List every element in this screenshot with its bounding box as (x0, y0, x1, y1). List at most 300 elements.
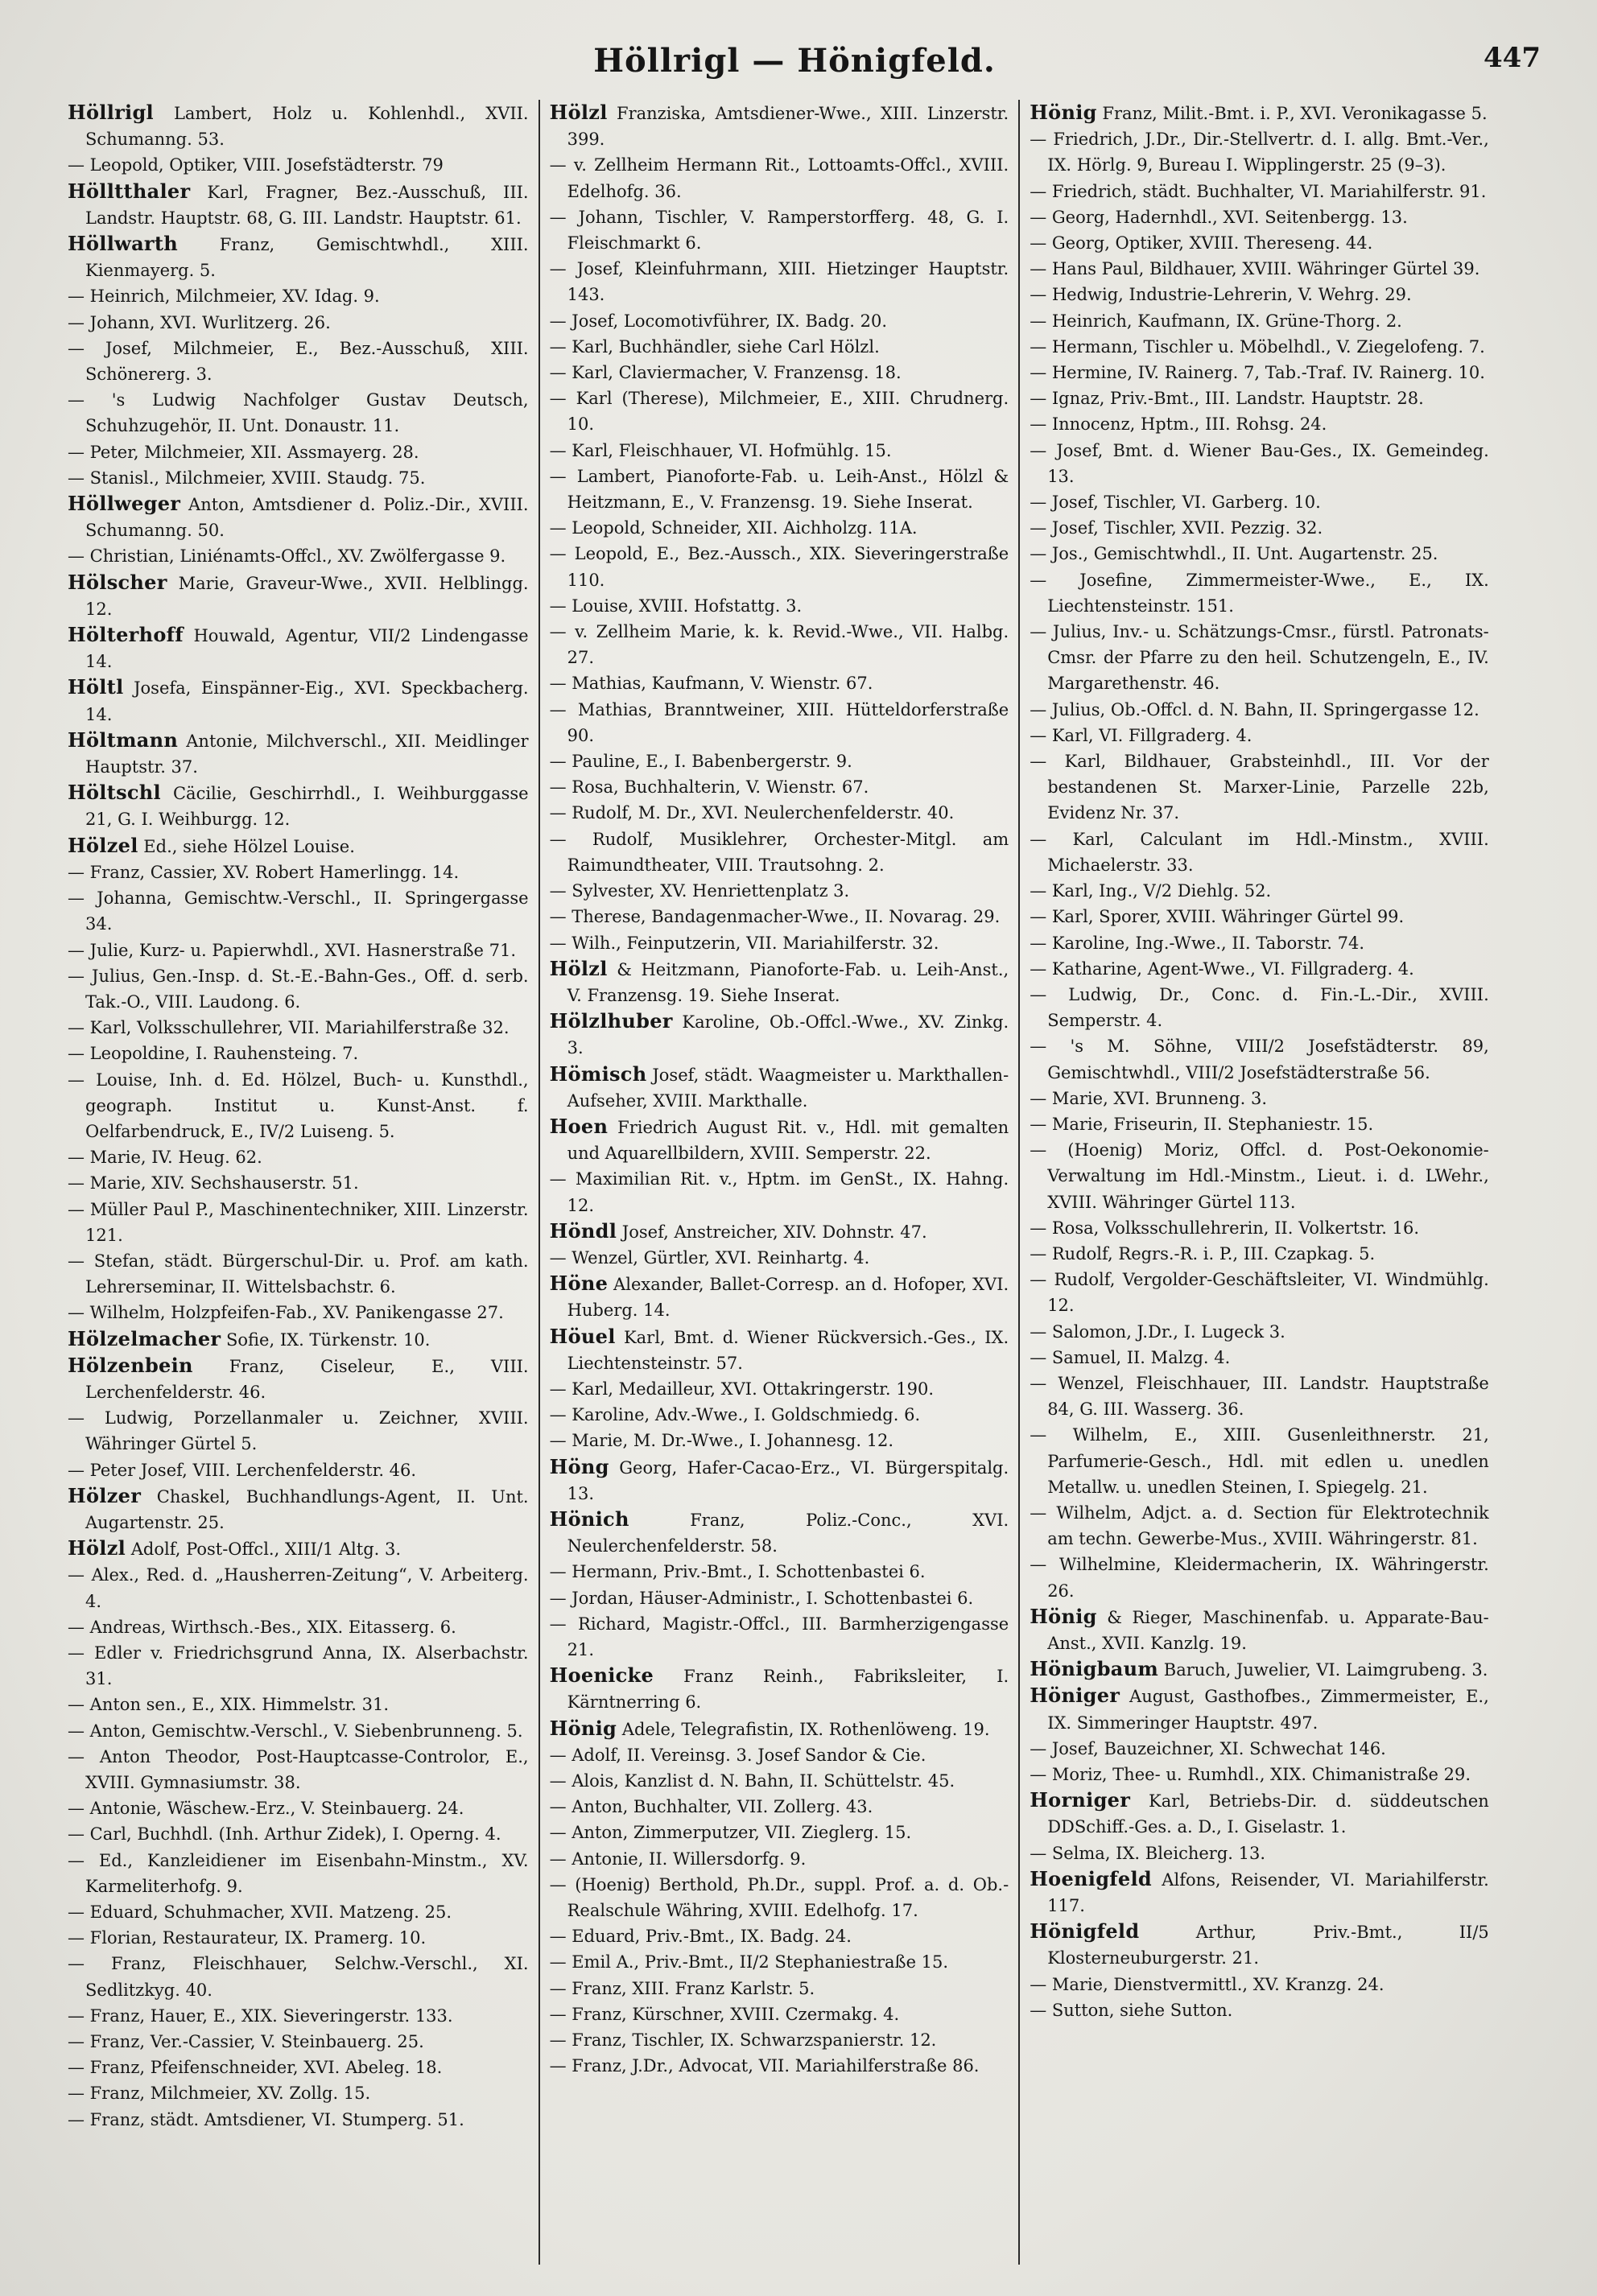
entry-text: — Josef, Tischler, XVII. Pezzig. 32. (1030, 518, 1323, 538)
directory-entry (68, 1248, 529, 1300)
entry-surname: Hölzenbein (68, 1353, 193, 1377)
directory-entry (550, 930, 1009, 956)
directory-entry (68, 1744, 529, 1795)
directory-entry (68, 1405, 529, 1457)
entry-text: — Florian, Restaurateur, IX. Pramerg. 10. (68, 1928, 427, 1948)
directory-entry (550, 360, 1009, 385)
entry-surname: Höuel (549, 1324, 616, 1348)
entry-text: Chaskel, Buchhandlungs-Agent, II. Unt. Augartenstr. 25. (85, 1486, 529, 1532)
entry-text: — Karoline, Adv.-Wwe., I. Goldschmiedg. 6. (549, 1405, 921, 1425)
directory-entry (1030, 930, 1489, 956)
directory-entry (550, 619, 1009, 670)
entry-text: — Julius, Inv.- u. Schätzungs-Cmsr., fürstl. Patronats-Cmsr. der Pfarre zu den heil. Schutzengeln, E., IV. Margarethenstr. 46. (1030, 622, 1489, 694)
entry-surname: Hönigbaum (1030, 1657, 1159, 1681)
entry-text: — Sutton, siehe Sutton. (1030, 2000, 1233, 2020)
directory-entry (68, 963, 529, 1015)
entry-text: — Louise, Inh. d. Ed. Hölzel, Buch- u. Kunsthdl., geograph. Institut u. Kunst-Anst. f. Oelfarbendruck, E., IV/2 Luiseng. 5. (68, 1070, 529, 1141)
page-number: 447 (1484, 42, 1541, 74)
entry-text: — Rosa, Buchhalterin, V. Wienstr. 67. (549, 777, 869, 798)
directory-entry (1030, 515, 1489, 541)
entry-surname: Hönig (1030, 101, 1097, 124)
entry-text: — Adolf, II. Vereinsg. 3. Josef Sandor & Cie. (549, 1745, 926, 1765)
entry-surname: Hoenigfeld (1030, 1866, 1152, 1890)
entry-text: Franz, Ciseleur, E., VIII. Lerchenfelderstr. 46. (85, 1356, 529, 1402)
entry-text: — 's Ludwig Nachfolger Gustav Deutsch, Schuhzugehör, II. Unt. Donaustr. 11. (68, 390, 529, 436)
directory-entry (68, 231, 529, 283)
directory-entry (1030, 878, 1489, 904)
directory-entry (1030, 1267, 1489, 1318)
directory-entry (550, 1768, 1009, 1794)
directory-entry (550, 1507, 1009, 1559)
directory-entry (550, 670, 1009, 696)
directory-entry (68, 1795, 529, 1821)
directory-entry (550, 1008, 1009, 1061)
entry-text: Karoline, Ob.-Offcl.-Wwe., XV. Zinkg. 3. (567, 1012, 1009, 1058)
directory-entry (550, 1742, 1009, 1768)
entry-text: Arthur, Priv.-Bmt., II/5 Klosterneuburgerstr. 21. (1047, 1923, 1489, 1968)
directory-entry (1030, 619, 1489, 697)
entry-text: — Wilh., Feinputzerin, VII. Mariahilferstr. 32. (549, 933, 939, 953)
entry-text: — Antonie, II. Willersdorfg. 9. (549, 1849, 807, 1869)
entry-text: — Rosa, Volksschullehrerin, II. Volkertstr. 16. (1030, 1218, 1419, 1238)
entry-text: — Karl (Therese), Milchmeier, E., XIII. Chrudnerg. 10. (549, 389, 1009, 435)
entry-text: — Stanisl., Milchmeier, XVIII. Staudg. 75. (68, 468, 426, 488)
entry-text: Houwald, Agentur, VII/2 Lindengasse 14. (85, 626, 529, 672)
directory-entry (1030, 1137, 1489, 1215)
entry-text: — Johann, Tischler, V. Ramperstorfferg. 48, G. I. Fleischmarkt 6. (549, 207, 1009, 254)
directory-entry (550, 1324, 1009, 1376)
entry-surname: Höllweger (68, 492, 181, 516)
directory-entry (1030, 308, 1489, 334)
entry-surname: Hölzel (68, 833, 138, 857)
directory-entry (1030, 1683, 1489, 1735)
entry-text: — Ed., Kanzleidiener im Eisenbahn-Minstm., XV. Karmeliterhofg. 9. (68, 1850, 529, 1896)
entry-text: — Samuel, II. Malzg. 4. (1030, 1347, 1231, 1367)
directory-entry (68, 1951, 529, 2002)
directory-entry (550, 2027, 1009, 2053)
entry-text: Baruch, Juwelier, VI. Laimgrubeng. 3. (1158, 1660, 1488, 1680)
directory-entry (550, 697, 1009, 748)
entry-text: — Wilhelm, E., XIII. Gusenleithnerstr. 21, Parfumerie-Gesch., Hdl. mit edlen u. unedlen Metallw. u. unedlen Steinen, I. Spiegelg. 21. (1030, 1425, 1489, 1497)
entry-text: — Anton, Zimmerputzer, VII. Zieglerg. 15. (549, 1823, 912, 1843)
directory-entry (550, 464, 1009, 515)
entry-text: — Friedrich, städt. Buchhalter, VI. Mariahilferstr. 91. (1030, 181, 1487, 201)
entry-text: Antonie, Milchverschl., XII. Meidlinger Hauptstr. 37. (85, 731, 529, 777)
directory-entry (68, 859, 529, 885)
directory-entry (68, 938, 529, 963)
directory-entry (68, 1718, 529, 1744)
entry-text: — Lambert, Pianoforte-Fab. u. Leih-Anst., Hölzl & Heitzmann, E., V. Franzensg. 19. Siehe Inserat. (549, 466, 1009, 513)
entry-text: — Josef, Tischler, VI. Garberg. 10. (1030, 493, 1321, 513)
directory-entry (550, 385, 1009, 437)
directory-entry (550, 1716, 1009, 1742)
column-middle (539, 100, 1019, 2265)
entry-text: — Franz, Tischler, IX. Schwarzspanierstr. 12. (549, 2030, 937, 2051)
entry-text: — Müller Paul P., Maschinentechniker, XIII. Linzerstr. 121. (68, 1199, 529, 1245)
entry-surname: Höltmann (68, 728, 179, 752)
directory-entry (1030, 1319, 1489, 1345)
entry-text: Cäcilie, Geschirrhdl., I. Weihburggasse 21, G. I. Weihburgg. 12. (85, 784, 529, 830)
entry-text: — Karoline, Ing.-Wwe., II. Taborstr. 74. (1030, 933, 1365, 953)
directory-entry (550, 1114, 1009, 1166)
directory-entry (550, 152, 1009, 204)
entry-text: — Franz, Ver.-Cassier, V. Steinbauerg. 25. (68, 2032, 424, 2052)
entry-text: — v. Zellheim Hermann Rit., Lottoamts-Offcl., XVIII. Edelhofg. 36. (549, 155, 1009, 201)
directory-entry (550, 2001, 1009, 2027)
entry-text: Josefa, Einspänner-Eig., XVI. Speckbacherg. 14. (85, 678, 529, 724)
entry-text: — Franz, Kürschner, XVIII. Czermakg. 4. (549, 2004, 900, 2024)
entry-surname: Hölltthaler (68, 179, 191, 203)
entry-text: — Josef, Bmt. d. Wiener Bau-Ges., IX. Gemeindeg. 13. (1030, 440, 1489, 486)
entry-surname: Hölzelmacher (68, 1326, 221, 1350)
directory-entry (550, 1218, 1009, 1245)
directory-entry (68, 2080, 529, 2106)
directory-entry (550, 593, 1009, 619)
entry-text: — Salomon, J.Dr., I. Lugeck 3. (1030, 1321, 1285, 1342)
entry-text: — Alex., Red. d. „Hausherren-Zeitung“, V. Arbeiterg. 4. (68, 1565, 529, 1611)
entry-text: — Hermann, Priv.-Bmt., I. Schottenbastei 6. (549, 1562, 926, 1582)
entry-text: — Carl, Buchhdl. (Inh. Arthur Zidek), I. Operng. 4. (68, 1824, 501, 1845)
entry-text: — Stefan, städt. Bürgerschul-Dir. u. Prof. am kath. Lehrerseminar, II. Wittelsbachstr. 6. (68, 1251, 529, 1297)
entry-surname: Hönig (549, 1716, 617, 1740)
entry-surname: Höndl (549, 1218, 617, 1243)
directory-entry (68, 1535, 529, 1562)
directory-entry (1030, 1997, 1489, 2023)
entry-text: — Peter, Milchmeier, XII. Assmayerg. 28. (68, 442, 419, 462)
entry-text: — Marie, M. Dr.-Wwe., I. Johannesg. 12. (549, 1431, 894, 1451)
entry-text: — Karl, Bildhauer, Grabsteinhdl., III. Vor der bestandenen St. Marxer-Linie, Parzelle 22b, Evidenz Nr. 37. (1030, 752, 1489, 823)
entry-text: — Richard, Magistr.-Offcl., III. Barmherzigengasse 21. (549, 1614, 1009, 1659)
directory-entry (68, 570, 529, 622)
directory-entry (1030, 1762, 1489, 1787)
entry-text: — (Hoenig) Moriz, Offcl. d. Post-Oekonomie-Verwaltung im Hdl.-Minstm., Lieut. i. d. LWehr., XVIII. Währinger Gürtel 113. (1030, 1140, 1489, 1212)
directory-entry (1030, 489, 1489, 515)
entry-text: — Wilhelm, Holzpfeifen-Fab., XV. Panikengasse 27. (68, 1303, 504, 1323)
entry-text: — Marie, XVI. Brunneng. 3. (1030, 1088, 1268, 1108)
directory-entry (1030, 1422, 1489, 1500)
directory-entry (1030, 1919, 1489, 1971)
entry-surname: Hölscher (68, 570, 167, 594)
directory-entry (1030, 723, 1489, 748)
entry-text: — Ludwig, Dr., Conc. d. Fin.-L.-Dir., XVIII. Semperstr. 4. (1030, 984, 1489, 1031)
directory-entry (68, 100, 529, 152)
entry-surname: Hönich (549, 1507, 629, 1531)
directory-entry (1030, 1552, 1489, 1603)
directory-entry (550, 541, 1009, 592)
entry-text: — Leopoldine, I. Rauhensteing. 7. (68, 1044, 359, 1064)
entry-surname: Horniger (1030, 1788, 1131, 1812)
entry-text: — Josefine, Zimmermeister-Wwe., E., IX. Liechtensteinstr. 151. (1030, 570, 1489, 616)
directory-entry (1030, 1841, 1489, 1866)
entry-text: — Ludwig, Porzellanmaler u. Zeichner, XVIII. Währinger Gürtel 5. (68, 1408, 529, 1454)
directory-entry (1030, 1972, 1489, 1997)
directory-entry (550, 204, 1009, 256)
directory-entry (68, 1300, 529, 1325)
entry-text: — Josef, Bauzeichner, XI. Schwechat 146. (1030, 1738, 1386, 1758)
entry-surname: Hömisch (549, 1061, 647, 1086)
directory-entry (1030, 1345, 1489, 1371)
entry-text: — Leopold, Schneider, XII. Aichholzg. 11A. (549, 518, 918, 538)
directory-entry (550, 1166, 1009, 1218)
directory-entry (550, 1663, 1009, 1715)
directory-entry (1030, 826, 1489, 878)
entry-text: — Franz, Fleischhauer, Selchw.-Verschl., XI. Sedlitzkyg. 40. (68, 1954, 529, 2000)
entry-text: Georg, Hafer-Cacao-Erz., VI. Bürgerspitalg. 13. (567, 1457, 1009, 1503)
entry-text: Ed., siehe Hölzel Louise. (138, 836, 355, 856)
entry-text: — Rudolf, Musiklehrer, Orchester-Mitgl. am Raimundtheater, VIII. Trautsohng. 2. (549, 829, 1009, 875)
directory-entry (68, 1925, 529, 1951)
directory-entry (1030, 1500, 1489, 1552)
directory-entry (550, 956, 1009, 1008)
entry-text: — Leopold, Optiker, VIII. Josefstädterstr. 79 (68, 155, 444, 175)
directory-entry (1030, 1033, 1489, 1085)
page-header (48, 42, 1541, 90)
entry-text: — Hermine, IV. Rainerg. 7, Tab.-Traf. IV. Rainerg. 10. (1030, 363, 1485, 383)
entry-text: — Mathias, Branntweiner, XIII. Hütteldorferstraße 90. (549, 699, 1009, 745)
directory-entry (1030, 179, 1489, 204)
directory-entry (550, 1428, 1009, 1453)
entry-text: — Franz, Hauer, E., XIX. Sieveringerstr. 133. (68, 2005, 453, 2026)
entry-text: — Innocenz, Hptm., III. Rohsg. 24. (1030, 414, 1327, 435)
entry-text: Lambert, Holz u. Kohlenhdl., XVII. Schumanng. 53. (85, 104, 529, 150)
entry-text: — Josef, Milchmeier, E., Bez.-Ausschuß, XIII. Schönererg. 3. (68, 338, 529, 385)
directory-entry (68, 439, 529, 465)
directory-entry (68, 1015, 529, 1041)
directory-entry (1030, 334, 1489, 360)
entry-surname: Höniger (1030, 1684, 1120, 1708)
directory-entry (68, 1614, 529, 1640)
directory-entry (68, 1067, 529, 1145)
entry-text: — Karl, Ing., V/2 Diehlg. 52. (1030, 881, 1272, 901)
directory-entry (68, 152, 529, 178)
entry-text: — Wilhelm, Adjct. a. d. Section für Elektrotechnik am techn. Gewerbe-Mus., XVIII. Währingerstr. 81. (1030, 1502, 1489, 1549)
entry-surname: Höng (549, 1454, 609, 1478)
entry-text: — Rudolf, M. Dr., XVI. Neulerchenfelderstr. 40. (549, 803, 955, 823)
directory-entry (1030, 1086, 1489, 1111)
entry-text: — Rudolf, Vergolder-Geschäftsleiter, VI. Windmühlg. 12. (1030, 1270, 1489, 1316)
entry-text: — Franz, Cassier, XV. Robert Hamerlingg. 14. (68, 862, 460, 882)
directory-entry (1030, 956, 1489, 982)
directory-entry (68, 1170, 529, 1196)
entry-text: — Antonie, Wäschew.-Erz., V. Steinbauerg. 24. (68, 1799, 464, 1819)
entry-text: — Therese, Bandagenmacher-Wwe., II. Novarag. 29. (549, 907, 1001, 927)
entry-text: — Ignaz, Priv.-Bmt., III. Landstr. Hauptstr. 28. (1030, 389, 1424, 409)
entry-text: Anton, Amtsdiener d. Poliz.-Dir., XVIII. Schumanng. 50. (85, 495, 529, 541)
directory-entry (68, 1848, 529, 1899)
directory-entry (68, 179, 529, 231)
directory-entry (68, 2055, 529, 2080)
directory-entry (68, 465, 529, 491)
entry-text: — Andreas, Wirthsch.-Bes., XIX. Eitasserg. 6. (68, 1617, 456, 1637)
entry-text: — Hermann, Tischler u. Möbelhdl., V. Ziegelofeng. 7. (1030, 336, 1485, 357)
directory-entry (1030, 256, 1489, 282)
entry-text: — (Hoenig) Berthold, Ph.Dr., suppl. Prof. a. d. Ob.-Realschule Währing, XVIII. Edelhofg. 17. (549, 1874, 1009, 1921)
entry-surname: Hölterhoff (68, 623, 184, 647)
entry-text: — Sylvester, XV. Henriettenplatz 3. (549, 881, 850, 901)
entry-text: — Rudolf, Regrs.-R. i. P., III. Czapkag. 5. (1030, 1243, 1376, 1263)
directory-entry (1030, 1111, 1489, 1137)
entry-text: Sofie, IX. Türkenstr. 10. (221, 1329, 431, 1350)
entry-text: — Josef, Kleinfuhrmann, XIII. Hietzinger Hauptstr. 143. (549, 259, 1009, 305)
entry-text: — Heinrich, Kaufmann, IX. Grüne-Thorg. 2. (1030, 311, 1402, 331)
directory-entry (1030, 385, 1489, 411)
entry-text: — Maximilian Rit. v., Hptm. im GenSt., IX. Hahng. 12. (549, 1169, 1009, 1215)
entry-text: — Karl, Volksschullehrer, VII. Mariahilferstraße 32. (68, 1018, 510, 1038)
directory-entry (550, 1976, 1009, 2001)
directory-entry (550, 748, 1009, 774)
entry-text: — Edler v. Friedrichsgrund Anna, IX. Alserbachstr. 31. (68, 1643, 529, 1689)
entry-surname: Höllwarth (68, 232, 179, 256)
entry-text: — Anton Theodor, Post-Hauptcasse-Controlor, E., XVIII. Gymnasiumstr. 38. (68, 1746, 529, 1792)
directory-entry (68, 1640, 529, 1692)
entry-text: Franz, Milit.-Bmt. i. P., XVI. Veronikagasse 5. (1096, 104, 1488, 123)
column-right (1018, 100, 1499, 2265)
directory-entry (68, 1353, 529, 1405)
directory-entry (1030, 1215, 1489, 1241)
directory-entry (550, 308, 1009, 334)
entry-text: — Selma, IX. Bleicherg. 13. (1030, 1843, 1266, 1863)
entry-surname: Hönig (1030, 1604, 1097, 1628)
entry-text: — Wenzel, Gürtler, XVI. Reinhartg. 4. (549, 1247, 870, 1268)
directory-entry (68, 1144, 529, 1170)
directory-entry (68, 387, 529, 439)
directory-entry (550, 256, 1009, 307)
entry-surname: Hölzl (68, 1536, 126, 1560)
directory-entry (68, 2029, 529, 2055)
entry-text: Karl, Fragner, Bez.-Ausschuß, III. Landstr. Hauptstr. 68, G. III. Landstr. Hauptstr. 61. (85, 182, 529, 228)
entry-text: — Karl, Buchhändler, siehe Carl Hölzl. (549, 336, 880, 357)
directory-entry (550, 1846, 1009, 1872)
entry-text: — Louise, XVIII. Hofstattg. 3. (549, 596, 803, 616)
entry-text: Karl, Betriebs-Dir. d. süddeutschen DDSchiff.-Ges. a. D., I. Giselastr. 1. (1047, 1791, 1489, 1837)
directory-entry (550, 1061, 1009, 1114)
entry-text: — Hedwig, Industrie-Lehrerin, V. Wehrg. 29. (1030, 285, 1412, 305)
directory-entry (550, 826, 1009, 878)
entry-text: Franz Reinh., Fabriksleiter, I. Kärntnerring 6. (567, 1667, 1009, 1713)
entry-text: — Peter Josef, VIII. Lerchenfelderstr. 46. (68, 1460, 417, 1480)
directory-entry (550, 515, 1009, 541)
directory-entry (550, 1271, 1009, 1323)
entry-text: — Friedrich, J.Dr., Dir.-Stellvertr. d. I. allg. Bmt.-Ver., IX. Hörlg. 9, Bureau I. Wipplingerstr. 25 (9–3). (1030, 130, 1489, 175)
entry-text: — Johanna, Gemischtw.-Verschl., II. Springergasse 34. (68, 888, 529, 934)
directory-entry (1030, 100, 1489, 126)
directory-entry (1030, 1866, 1489, 1919)
directory-entry (550, 1820, 1009, 1845)
directory-entry (68, 780, 529, 832)
directory-entry (1030, 748, 1489, 826)
entry-text: — Anton, Gemischtw.-Verschl., V. Siebenbrunneng. 5. (68, 1721, 523, 1741)
directory-entry (68, 1041, 529, 1066)
entry-text: — Marie, IV. Heug. 62. (68, 1148, 262, 1168)
directory-entry (550, 1559, 1009, 1585)
entry-surname: Hölzer (68, 1483, 142, 1507)
directory-entry (1030, 1736, 1489, 1762)
entry-text: — Emil A., Priv.-Bmt., II/2 Stephaniestraße 15. (549, 1952, 949, 1972)
entry-text: — Josef, Locomotivführer, IX. Badg. 20. (549, 311, 888, 331)
entry-text: Friedrich August Rit. v., Hdl. mit gemalten und Aquarellbildern, XVIII. Semperstr. 22. (567, 1117, 1009, 1164)
directory-entry (68, 1483, 529, 1535)
directory-entry (68, 1692, 529, 1717)
entry-text: Adolf, Post-Offcl., XIII/1 Altg. 3. (126, 1540, 402, 1560)
entry-text: — Karl, Calculant im Hdl.-Minstm., XVIII. Michaelerstr. 33. (1030, 829, 1489, 875)
directory-entry (550, 2053, 1009, 2079)
entry-text: — Jordan, Häuser-Administr., I. Schottenbastei 6. (549, 1588, 974, 1608)
entry-text: — Eduard, Priv.-Bmt., IX. Badg. 24. (549, 1927, 852, 1947)
entry-text: — Moriz, Thee- u. Rumhdl., XIX. Chimanistraße 29. (1030, 1765, 1471, 1784)
entry-text: — Anton, Buchhalter, VII. Zollerg. 43. (549, 1797, 873, 1817)
directory-entry (1030, 697, 1489, 723)
directory-entry (550, 1454, 1009, 1507)
entry-text: Alexander, Ballet-Corresp. an d. Hofoper, XVI. Huberg. 14. (567, 1275, 1009, 1321)
entry-text: — Leopold, E., Bez.-Aussch., XIX. Sieveringerstraße 110. (549, 544, 1009, 590)
entry-surname: Höne (549, 1272, 609, 1296)
directory-entry (1030, 567, 1489, 619)
directory-entry (68, 310, 529, 336)
directory-entry (550, 1949, 1009, 1975)
directory-entry (550, 774, 1009, 800)
entry-text: & Rieger, Maschinenfab. u. Apparate-Bau-Anst., XVII. Kanzlg. 19. (1047, 1607, 1489, 1653)
entry-text: — Karl, Medailleur, XVI. Ottakringerstr. 190. (549, 1379, 935, 1399)
directory-entry (68, 1899, 529, 1925)
entry-text: Alfons, Reisender, VI. Mariahilferstr. 117. (1047, 1869, 1489, 1916)
entry-text: — Wenzel, Fleischhauer, III. Landstr. Hauptstraße 84, G. III. Wasserg. 36. (1030, 1373, 1489, 1420)
directory-entry (1030, 360, 1489, 385)
entry-surname: Höltl (68, 675, 124, 699)
directory-entry (1030, 1371, 1489, 1422)
directory-entry (68, 1821, 529, 1847)
entry-text: — Wilhelmine, Kleidermacherin, IX. Währingerstr. 26. (1030, 1555, 1489, 1601)
directory-entry (1030, 230, 1489, 256)
entry-text: — Heinrich, Milchmeier, XV. Idag. 9. (68, 286, 380, 307)
entry-text: — 's M. Söhne, VIII/2 Josefstädterstr. 89, Gemischtwhdl., VIII/2 Josefstädterstraße 56. (1030, 1037, 1489, 1082)
entry-text: & Heitzmann, Pianoforte-Fab. u. Leih-Anst., V. Franzensg. 19. Siehe Inserat. (567, 959, 1009, 1005)
directory-entry (1030, 904, 1489, 930)
directory-entry (68, 283, 529, 309)
entry-surname: Höllrigl (68, 101, 154, 124)
entry-text: — Alois, Kanzlist d. N. Bahn, II. Schüttelstr. 45. (549, 1771, 955, 1791)
entry-text: — Franz, städt. Amtsdiener, VI. Stumperg. 51. (68, 2109, 464, 2129)
entry-text: — Marie, Friseurin, II. Stephaniestr. 15. (1030, 1114, 1374, 1134)
directory-entry (68, 622, 529, 674)
entry-text: — Franz, Milchmeier, XV. Zollg. 15. (68, 2084, 371, 2104)
entry-text: — Karl, Sporer, XVIII. Währinger Gürtel 99. (1030, 907, 1405, 927)
directory-entry (68, 1457, 529, 1483)
directory-entry (1030, 204, 1489, 230)
entry-surname: Höltschl (68, 781, 161, 805)
entry-text: — Anton sen., E., XIX. Himmelstr. 31. (68, 1695, 389, 1715)
entry-text: — Karl, Fleischhauer, VI. Hofmühlg. 15. (549, 440, 892, 460)
entry-text: — Christian, Liniénamts-Offcl., XV. Zwölfergasse 9. (68, 546, 506, 567)
directory-entry (550, 1611, 1009, 1663)
entry-text: — Franz, Pfeifenschneider, XVI. Abeleg. 18. (68, 2058, 443, 2078)
directory-entry (68, 491, 529, 543)
directory-entry (1030, 982, 1489, 1033)
entry-text: — Pauline, E., I. Babenbergerstr. 9. (549, 752, 852, 772)
directory-entry (550, 438, 1009, 464)
directory-entry (68, 1562, 529, 1614)
directory-entry (550, 1585, 1009, 1611)
entry-text: — Franz, XIII. Franz Karlstr. 5. (549, 1978, 815, 1998)
directory-entry (550, 800, 1009, 826)
entry-text: Josef, Anstreicher, XIV. Dohnstr. 47. (617, 1222, 927, 1242)
entry-text: Adele, Telegrafistin, IX. Rothenlöweng. 19. (617, 1719, 990, 1739)
directory-entry (68, 1326, 529, 1353)
entry-text: — Julius, Ob.-Offcl. d. N. Bahn, II. Springergasse 12. (1030, 699, 1479, 719)
entry-text: August, Gasthofbes., Zimmermeister, E., IX. Simmeringer Hauptstr. 497. (1047, 1687, 1489, 1733)
directory-entry (68, 674, 529, 727)
directory-entry (550, 1872, 1009, 1923)
directory-entry (550, 334, 1009, 360)
